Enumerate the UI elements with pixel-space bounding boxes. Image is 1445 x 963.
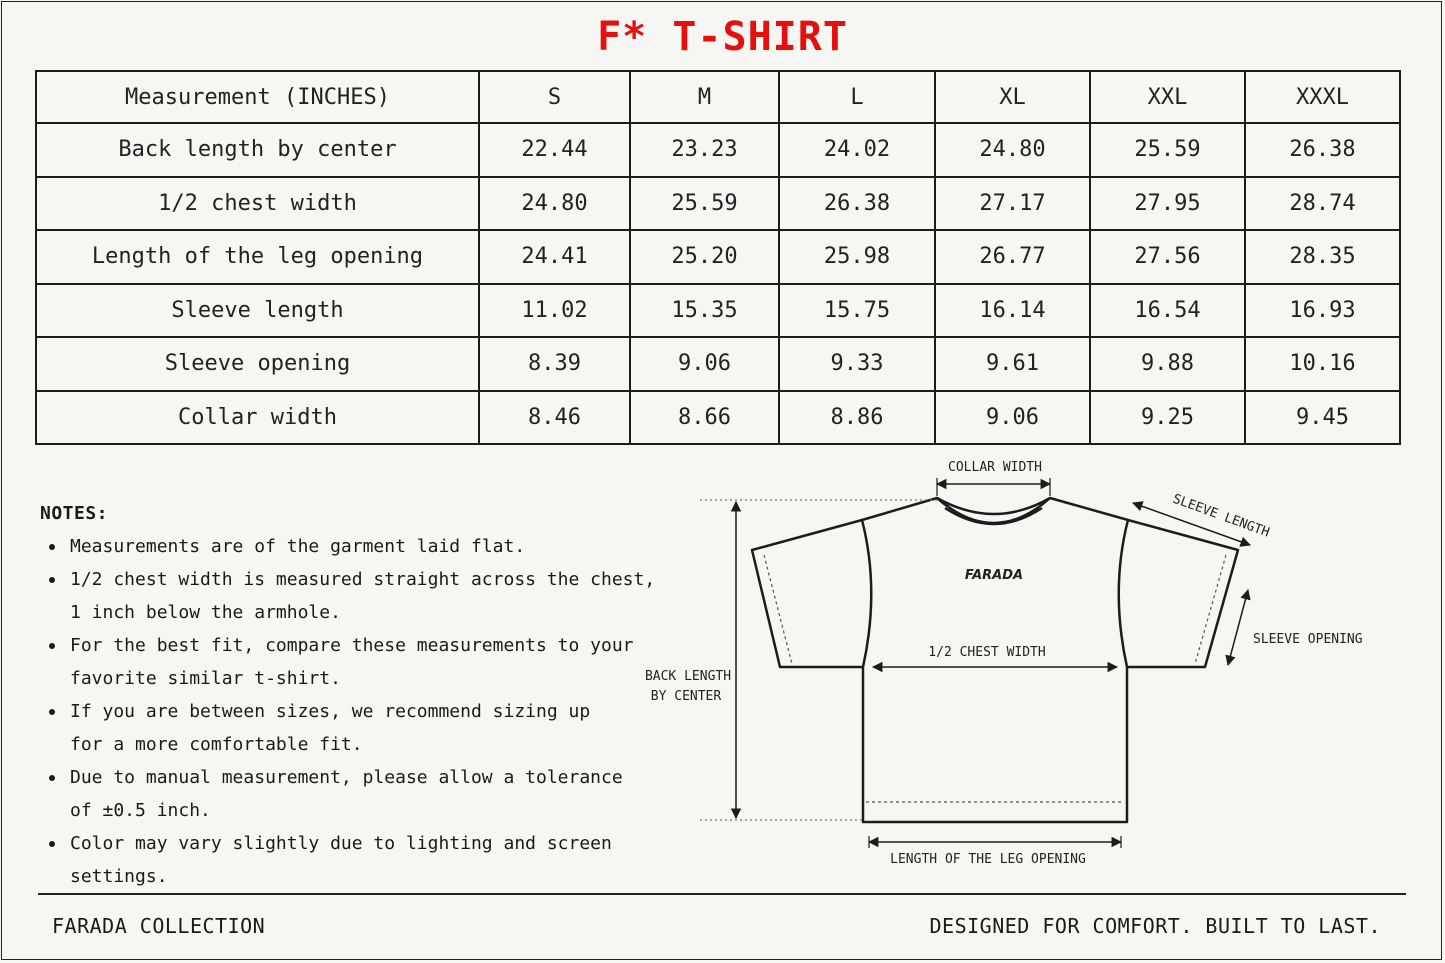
table-row: [36, 230, 1400, 284]
leg-opening-label: LENGTH OF THE LEG OPENING: [890, 852, 1086, 867]
note-line: If you are between sizes, we recommend sizing up: [70, 701, 591, 722]
footer-divider: [38, 893, 1406, 895]
note-line: 1 inch below the armhole.: [70, 602, 341, 623]
note-item: [40, 827, 680, 893]
back-length-label-2: BY CENTER: [650, 689, 722, 704]
stitch-lines: [764, 555, 1226, 802]
table-row: [36, 284, 1400, 338]
table-cell: 8.66: [630, 391, 779, 445]
table-cell: 24.41: [479, 230, 630, 284]
note-line: for a more comfortable fit.: [70, 734, 363, 755]
sleeve-opening-label: SLEEVE OPENING: [1253, 632, 1363, 647]
table-cell: 25.59: [1090, 123, 1245, 177]
chest-width-label: 1/2 CHEST WIDTH: [928, 645, 1046, 660]
note-line: Due to manual measurement, please allow a tolerance: [70, 767, 623, 788]
note-line: Color may vary slightly due to lighting and screen settings.: [70, 833, 612, 887]
sleeve-opening-dimension: [1228, 590, 1363, 665]
tshirt-outline: [752, 498, 1238, 822]
table-cell: 26.77: [935, 230, 1090, 284]
table-cell: 9.61: [935, 337, 1090, 391]
table-cell: 11.02: [479, 284, 630, 338]
note-item: [40, 695, 680, 761]
table-cell: 28.35: [1245, 230, 1400, 284]
table-cell: 9.25: [1090, 391, 1245, 445]
tshirt-measurement-diagram: [640, 450, 1400, 880]
table-cell: 26.38: [1245, 123, 1400, 177]
note-line: of ±0.5 inch.: [70, 800, 211, 821]
header-size-m: M: [630, 71, 779, 123]
row-label: 1/2 chest width: [36, 177, 479, 231]
table-cell: 15.75: [779, 284, 935, 338]
table-cell: 16.93: [1245, 284, 1400, 338]
table-header-row: [36, 71, 1400, 123]
table-cell: 9.33: [779, 337, 935, 391]
table-row: [36, 337, 1400, 391]
table-cell: 25.20: [630, 230, 779, 284]
header-size-s: S: [479, 71, 630, 123]
header-size-l: L: [779, 71, 935, 123]
table-cell: 28.74: [1245, 177, 1400, 231]
table-cell: 9.45: [1245, 391, 1400, 445]
footer-tagline: DESIGNED FOR COMFORT. BUILT TO LAST.: [929, 914, 1381, 938]
table-cell: 15.35: [630, 284, 779, 338]
note-item: [40, 530, 680, 563]
table-cell: 8.86: [779, 391, 935, 445]
note-line: For the best fit, compare these measurements to your: [70, 635, 634, 656]
table-cell: 25.59: [630, 177, 779, 231]
table-cell: 24.80: [935, 123, 1090, 177]
note-line: Measurements are of the garment laid flat.: [70, 536, 526, 557]
header-size-xl: XL: [935, 71, 1090, 123]
row-label: Length of the leg opening: [36, 230, 479, 284]
note-item: [40, 629, 680, 695]
table-cell: 9.88: [1090, 337, 1245, 391]
table-cell: 8.46: [479, 391, 630, 445]
header-measurement: Measurement (INCHES): [36, 71, 479, 123]
table-cell: 26.38: [779, 177, 935, 231]
table-cell: 24.02: [779, 123, 935, 177]
table-cell: 10.16: [1245, 337, 1400, 391]
note-item: [40, 761, 680, 827]
table-cell: 9.06: [630, 337, 779, 391]
table-row: [36, 123, 1400, 177]
collar-width-label: COLLAR WIDTH: [948, 460, 1042, 475]
notes-list: [40, 530, 680, 893]
brand-logo: FARADA: [964, 568, 1024, 583]
back-length-label-1: BACK LENGTH: [644, 669, 732, 684]
size-chart-table: [35, 70, 1401, 445]
table-cell: 27.56: [1090, 230, 1245, 284]
table-cell: 25.98: [779, 230, 935, 284]
table-cell: 16.14: [935, 284, 1090, 338]
row-label: Sleeve opening: [36, 337, 479, 391]
page-title: F* T-SHIRT: [597, 14, 848, 60]
note-item: [40, 563, 680, 629]
table-cell: 16.54: [1090, 284, 1245, 338]
header-size-xxxl: XXXL: [1245, 71, 1400, 123]
note-line: 1/2 chest width is measured straight across the chest,: [70, 569, 656, 590]
table-cell: 22.44: [479, 123, 630, 177]
leg-opening-dimension: [869, 836, 1121, 867]
sleeve-length-dimension: [1133, 492, 1271, 545]
row-label: Back length by center: [36, 123, 479, 177]
table-cell: 27.17: [935, 177, 1090, 231]
table-row: [36, 391, 1400, 445]
header-size-xxl: XXL: [1090, 71, 1245, 123]
footer-collection: FARADA COLLECTION: [52, 914, 266, 938]
table-cell: 23.23: [630, 123, 779, 177]
notes-section: [40, 503, 680, 893]
note-line: favorite similar t-shirt.: [70, 668, 341, 689]
collar-width-dimension: [937, 460, 1050, 496]
notes-heading: NOTES:: [40, 503, 109, 524]
table-cell: 9.06: [935, 391, 1090, 445]
sleeve-length-label: SLEEVE LENGTH: [1170, 491, 1272, 541]
table-row: [36, 177, 1400, 231]
table-cell: 27.95: [1090, 177, 1245, 231]
row-label: Collar width: [36, 391, 479, 445]
table-cell: 8.39: [479, 337, 630, 391]
chest-width-dimension: [873, 645, 1117, 667]
row-label: Sleeve length: [36, 284, 479, 338]
table-cell: 24.80: [479, 177, 630, 231]
